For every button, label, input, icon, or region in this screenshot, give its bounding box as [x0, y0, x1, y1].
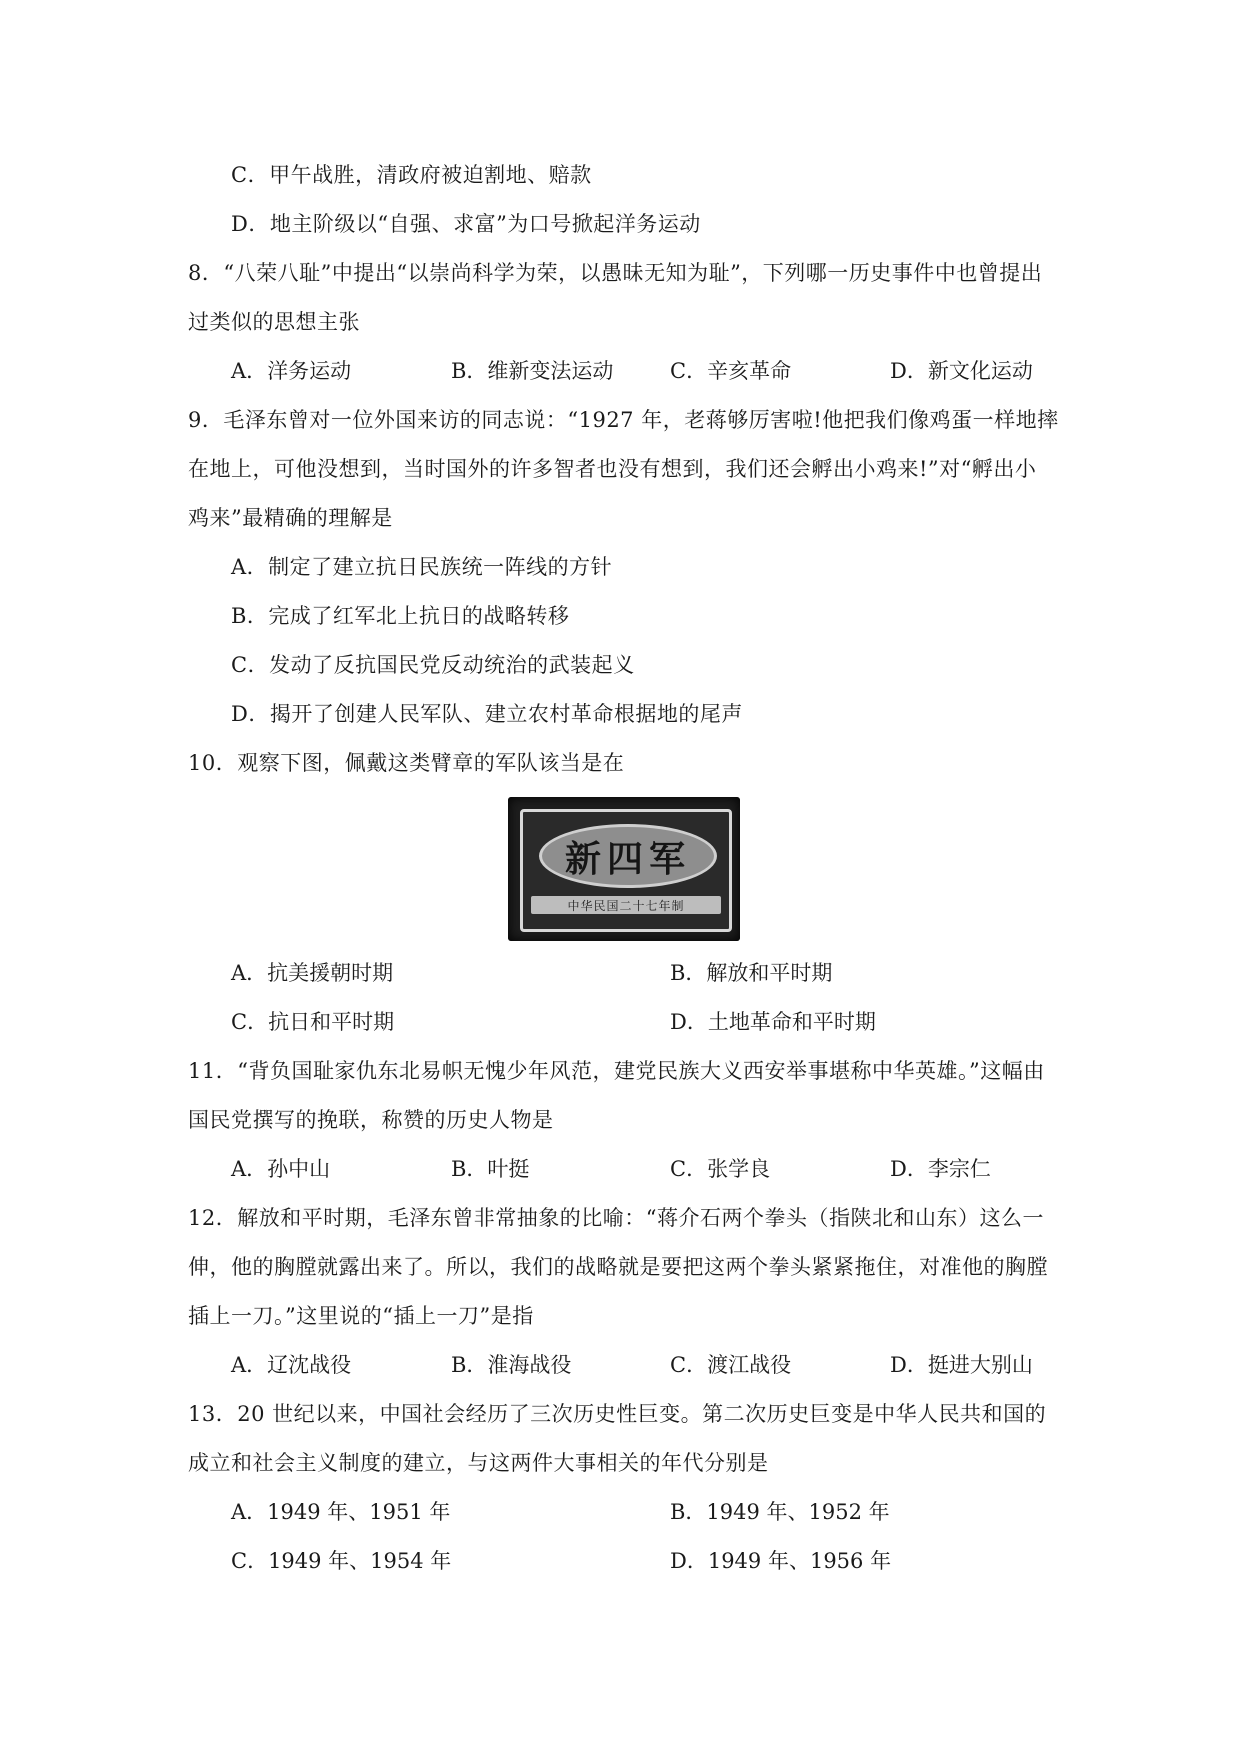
q12-stem-line3: 插上一刀。”这里说的“插上一刀”是指 — [188, 1304, 534, 1328]
q11-option-a: A．孙中山 — [231, 1157, 331, 1181]
q10-options-row2 — [0, 1007, 1241, 1037]
q12-options — [0, 1350, 1241, 1380]
q13-option-c: C．1949 年、1954 年 — [231, 1549, 452, 1573]
q11-stem-line1: 11．“背负国耻家仇东北易帜无愧少年风范，建党民族大义西安举事堪称中华英雄。”这幅由 — [188, 1059, 1045, 1083]
armband-image — [508, 797, 740, 941]
q8-option-c: C．辛亥革命 — [670, 359, 792, 383]
q12-option-d: D．挺进大别山 — [890, 1353, 1033, 1377]
q13-option-a: A．1949 年、1951 年 — [231, 1500, 451, 1524]
armband-strip — [531, 896, 721, 914]
q12-stem-line1: 12．解放和平时期，毛泽东曾非常抽象的比喻：“蒋介石两个拳头（指陕北和山东）这么一 — [188, 1206, 1044, 1230]
q10-options-row1 — [0, 958, 1241, 988]
q8-option-a: A．洋务运动 — [231, 359, 352, 383]
q12-option-b: B．淮海战役 — [451, 1353, 572, 1377]
q9-stem-line3: 鸡来”最精确的理解是 — [188, 506, 393, 530]
q9-stem-line2: 在地上，可他没想到，当时国外的许多智者也没有想到，我们还会孵出小鸡来!”对“孵出小 — [188, 457, 1037, 481]
q9-option-c: C．发动了反抗国民党反动统治的武装起义 — [231, 653, 635, 677]
q10-option-b: B．解放和平时期 — [670, 961, 833, 985]
q12-stem-line2: 伸，他的胸膛就露出来了。所以，我们的战略就是要把这两个拳头紧紧拖住，对准他的胸膛 — [188, 1255, 1048, 1279]
q11-option-d: D．李宗仁 — [890, 1157, 991, 1181]
q7-option-c: C．甲午战胜，清政府被迫割地、赔款 — [231, 163, 592, 187]
q13-options-row2 — [0, 1546, 1241, 1576]
q9-stem-line1: 9．毛泽东曾对一位外国来访的同志说：“1927 年，老蒋够厉害啦!他把我们像鸡蛋一样地摔 — [188, 408, 1059, 432]
q8-options — [0, 356, 1241, 386]
q10-option-a: A．抗美援朝时期 — [231, 961, 394, 985]
q10-option-c: C．抗日和平时期 — [231, 1010, 395, 1034]
q8-stem-line2: 过类似的思想主张 — [188, 310, 360, 334]
q13-stem-line1: 13．20 世纪以来，中国社会经历了三次历史性巨变。第二次历史巨变是中华人民共和国的 — [188, 1402, 1047, 1426]
q13-option-b: B．1949 年、1952 年 — [670, 1500, 890, 1524]
q13-stem-line2: 成立和社会主义制度的建立，与这两件大事相关的年代分别是 — [188, 1451, 769, 1475]
q9-option-a: A．制定了建立抗日民族统一阵线的方针 — [231, 555, 613, 579]
q8-option-d: D．新文化运动 — [890, 359, 1033, 383]
q10-option-d: D．土地革命和平时期 — [670, 1010, 876, 1034]
q8-option-b: B．维新变法运动 — [451, 359, 614, 383]
q11-stem-line2: 国民党撰写的挽联，称赞的历史人物是 — [188, 1108, 554, 1132]
q12-option-c: C．渡江战役 — [670, 1353, 792, 1377]
q11-options — [0, 1154, 1241, 1184]
q7-option-d: D．地主阶级以“自强、求富”为口号掀起洋务运动 — [231, 212, 701, 236]
q11-option-c: C．张学良 — [670, 1157, 771, 1181]
q12-option-a: A．辽沈战役 — [231, 1353, 352, 1377]
q13-option-d: D．1949 年、1956 年 — [670, 1549, 892, 1573]
armband-title: 新四军 — [564, 838, 691, 880]
q13-options-row1 — [0, 1497, 1241, 1527]
q9-option-d: D．揭开了创建人民军队、建立农村革命根据地的尾声 — [231, 702, 743, 726]
armband-frame — [520, 809, 732, 932]
armband-subtitle: 中华民国二十七年制 — [567, 898, 685, 913]
q10-stem-line1: 10．观察下图，佩戴这类臂章的军队该当是在 — [188, 751, 625, 775]
armband-oval — [539, 824, 717, 888]
q9-option-b: B．完成了红军北上抗日的战略转移 — [231, 604, 570, 628]
q11-option-b: B．叶挺 — [451, 1157, 530, 1181]
q8-stem-line1: 8．“八荣八耻”中提出“以崇尚科学为荣，以愚昧无知为耻”，下列哪一历史事件中也曾提出 — [188, 261, 1043, 285]
